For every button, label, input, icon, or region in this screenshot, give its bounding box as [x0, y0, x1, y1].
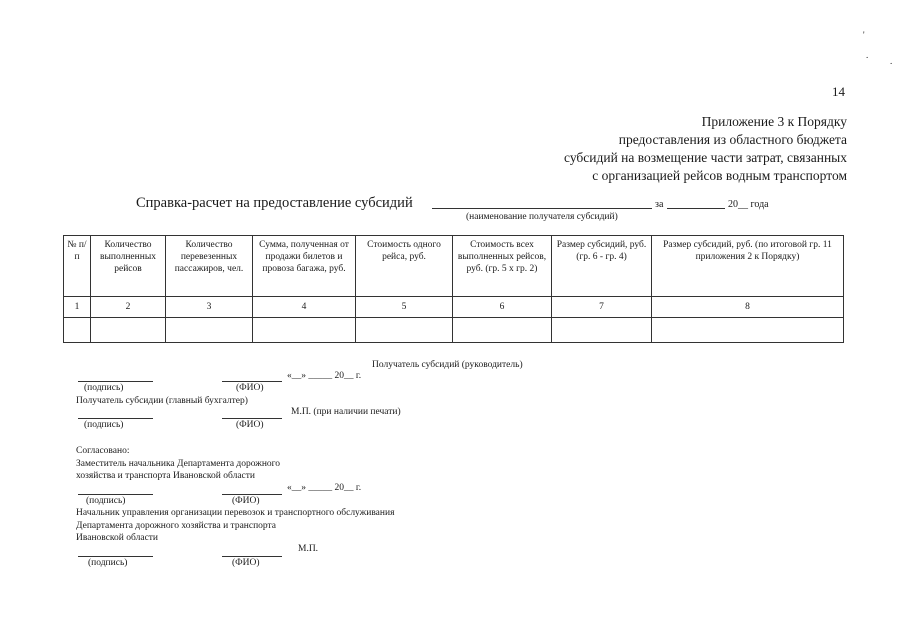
column-number: 1: [64, 297, 91, 318]
stamp-note: М.П. (при наличии печати): [291, 407, 401, 417]
table-cell[interactable]: [356, 318, 453, 343]
table-cell[interactable]: [166, 318, 253, 343]
recipient-name-line[interactable]: [432, 208, 652, 209]
fio-line[interactable]: [222, 381, 282, 382]
column-number: 5: [356, 297, 453, 318]
fio-caption: (ФИО): [232, 558, 260, 568]
accountant-label: Получатель субсидии (главный бухгалтер): [76, 396, 248, 406]
column-number: 4: [253, 297, 356, 318]
signature-line[interactable]: [78, 381, 153, 382]
subsidy-table: [63, 235, 844, 343]
head-title-line: Департамента дорожного хозяйства и транспорта: [76, 521, 277, 531]
fio-caption: (ФИО): [232, 496, 260, 506]
appendix-block: [564, 113, 847, 185]
column-header: Размер субсидий, руб. (гр. 6 - гр. 4): [552, 236, 652, 297]
signature-caption: (подпись): [86, 496, 126, 506]
signature-caption: (подпись): [84, 420, 124, 430]
column-header: Количество выполненных рейсов: [91, 236, 166, 297]
appendix-line: с организацией рейсов водным транспортом: [592, 168, 847, 183]
table-cell[interactable]: [652, 318, 844, 343]
table-cell[interactable]: [64, 318, 91, 343]
signature-caption: (подпись): [84, 383, 124, 393]
column-header: № п/п: [64, 236, 91, 297]
signature-line[interactable]: [78, 556, 153, 557]
column-number-row: [64, 297, 844, 318]
column-header: Стоимость всех выполненных рейсов, руб. (гр. 5 х гр. 2): [453, 236, 552, 297]
signature-caption: (подпись): [88, 558, 128, 568]
signature-line[interactable]: [78, 494, 153, 495]
fio-line[interactable]: [222, 556, 282, 557]
deputy-title-line: хозяйства и транспорта Ивановской области: [76, 471, 255, 481]
column-number: 2: [91, 297, 166, 318]
appendix-line: Приложение 3 к Порядку: [701, 114, 847, 129]
period-line[interactable]: [667, 208, 725, 209]
date-field: «__» _____ 20__ г.: [287, 483, 362, 493]
fio-caption: (ФИО): [236, 420, 264, 430]
deputy-title-line: Заместитель начальника Департамента дорожного: [76, 459, 281, 469]
appendix-line: предоставления из областного бюджета: [618, 132, 847, 147]
column-number: 3: [166, 297, 253, 318]
period-year-label: 20__ года: [728, 199, 769, 210]
document-title: Справка-расчет на предоставление субсидий: [136, 195, 413, 211]
table-cell[interactable]: [552, 318, 652, 343]
column-header: Размер субсидий, руб. (по итоговой гр. 11 приложения 2 к Порядку): [652, 236, 844, 297]
head-title-line: Начальник управления организации перевозок и транспортного обслуживания: [76, 508, 395, 518]
scan-mark: .: [890, 56, 893, 66]
table-row[interactable]: [64, 318, 844, 343]
table-header-row: [64, 236, 844, 297]
column-header: Количество перевезенных пассажиров, чел.: [166, 236, 253, 297]
scan-mark: .: [866, 50, 869, 60]
fio-line[interactable]: [222, 494, 282, 495]
fio-caption: (ФИО): [236, 383, 264, 393]
table-cell[interactable]: [453, 318, 552, 343]
column-header: Сумма, полученная от продажи билетов и провоза багажа, руб.: [253, 236, 356, 297]
head-title-line: Ивановской области: [76, 533, 159, 543]
recipient-head-label: Получатель субсидий (руководитель): [372, 360, 523, 370]
appendix-line: субсидий на возмещение части затрат, связанных: [564, 150, 847, 165]
column-header: Стоимость одного рейса, руб.: [356, 236, 453, 297]
stamp-place: М.П.: [298, 544, 319, 554]
column-number: 6: [453, 297, 552, 318]
period-za-label: за: [655, 199, 664, 210]
fio-line[interactable]: [222, 418, 282, 419]
table-cell[interactable]: [253, 318, 356, 343]
recipient-caption: (наименование получателя субсидий): [466, 212, 618, 222]
column-number: 7: [552, 297, 652, 318]
agreed-label: Согласовано:: [76, 446, 130, 456]
scan-mark: ': [863, 30, 865, 40]
column-number: 8: [652, 297, 844, 318]
page-number: 14: [832, 84, 845, 99]
date-field: «__» _____ 20__ г.: [287, 371, 362, 381]
table-cell[interactable]: [91, 318, 166, 343]
signature-line[interactable]: [78, 418, 153, 419]
